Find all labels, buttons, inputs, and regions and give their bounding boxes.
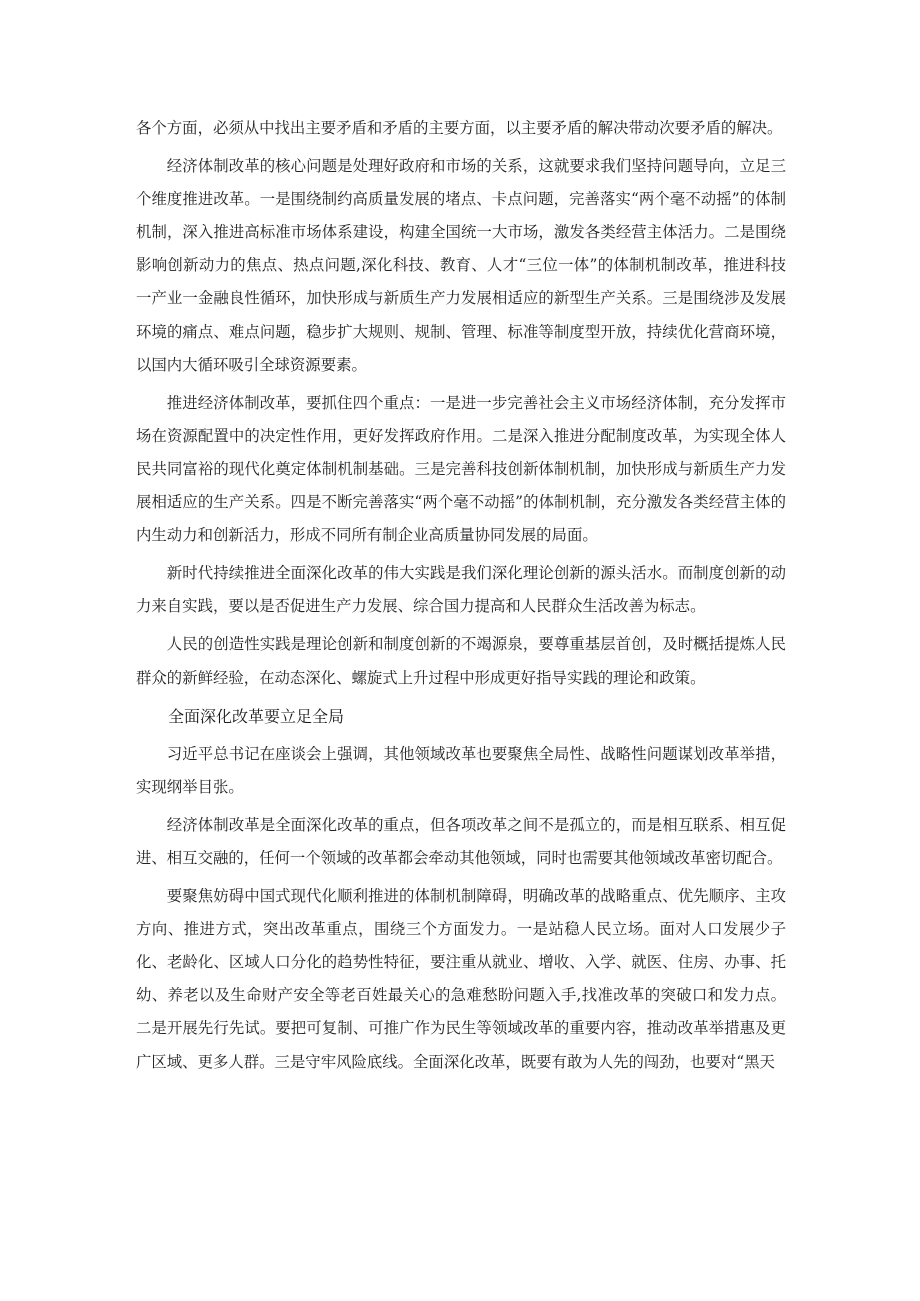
paragraph-reform-interconnected: 经济体制改革是全面深化改革的重点，但各项改革之间不是孤立的，而是相互联系、相互促进、相互交融的，任何一个领域的改革都会牵动其他领域，同时也需要其他领域改革密切配合。 (136, 815, 786, 867)
paragraph-symposium: 习近平总书记在座谈会上强调，其他领域改革也要聚焦全局性、战略性问题谋划改革举措，实现纲举目张。 (136, 744, 786, 796)
paragraph-three-aspects: 要聚焦妨碍中国式现代化顺利推进的体制机制障碍，明确改革的战略重点、优先顺序、主攻方向、推进方式，突出改革重点，围绕三个方面发力。一是站稳人民立场。面对人口发展少子化、老龄化、区域人口分化的趋势性特征，要注重从就业、增收、入学、就医、住房、办事、托幼、养老以及生命财产安全等老百姓最关心的急难愁盼问题入手,找准改革的突破口和发力点。二是开展先行先试。要把可复制、可推广作为民生等领域改革的重要内容，推动改革举措惠及更广区域、更多人群。三是守牢风险底线。全面深化改革，既要有敢为人先的闯劲，也要对“黑天 (136, 887, 786, 1071)
paragraph-practice-source: 新时代持续推进全面深化改革的伟大实践是我们深化理论创新的源头活水。而制度创新的动力来自实践，要以是否促进生产力发展、综合国力提高和人民群众生活改善为标志。 (136, 564, 786, 616)
paragraph-economic-reform-core: 经济体制改革的核心问题是处理好政府和市场的关系，这就要求我们坚持问题导向，立足三个维度推进改革。一是围绕制约高质量发展的堵点、卡点问题，完善落实“两个毫不动摇”的体制机制，深入推进高标准市场体系建设，构建全国统一大市场，激发各类经营主体活力。二是围绕影响创新动力的焦点、热点问题,深化科技、教育、人才“三位一体”的体制机制改革，推进科技一产业一金融良性循环，加快形成与新质生产力发展相适应的新型生产关系。三是围绕涉及发展环境的痛点、难点问题，稳步扩大规则、规制、管理、标准等制度型开放，持续优化营商环境，以国内大循环吸引全球资源要素。 (136, 157, 786, 374)
paragraph-four-key-points: 推进经济体制改革，要抓住四个重点：一是进一步完善社会主义市场经济体制，充分发挥市场在资源配置中的决定性作用，更好发挥政府作用。二是深入推进分配制度改革，为实现全体人民共同富裕的现代化奠定体制机制基础。三是完善科技创新体制机制，加快形成与新质生产力发展相适应的生产关系。四是不断完善落实“两个毫不动摇”的体制机制，充分激发各类经营主体的内生动力和创新活力，形成不同所有制企业高质量协同发展的局面。 (136, 393, 786, 545)
document-body (136, 112, 786, 1084)
paragraph-continuation: 各个方面，必须从中找出主要矛盾和矛盾的主要方面，以主要矛盾的解决带动次要矛盾的解决。 (136, 119, 783, 137)
section-heading: 全面深化改革要立足全局 (168, 706, 345, 726)
paragraph-people-creativity: 人民的创造性实践是理论创新和制度创新的不竭源泉，要尊重基层首创，及时概括提炼人民群众的新鲜经验，在动态深化、螺旋式上升过程中形成更好指导实践的理论和政策。 (136, 635, 786, 687)
